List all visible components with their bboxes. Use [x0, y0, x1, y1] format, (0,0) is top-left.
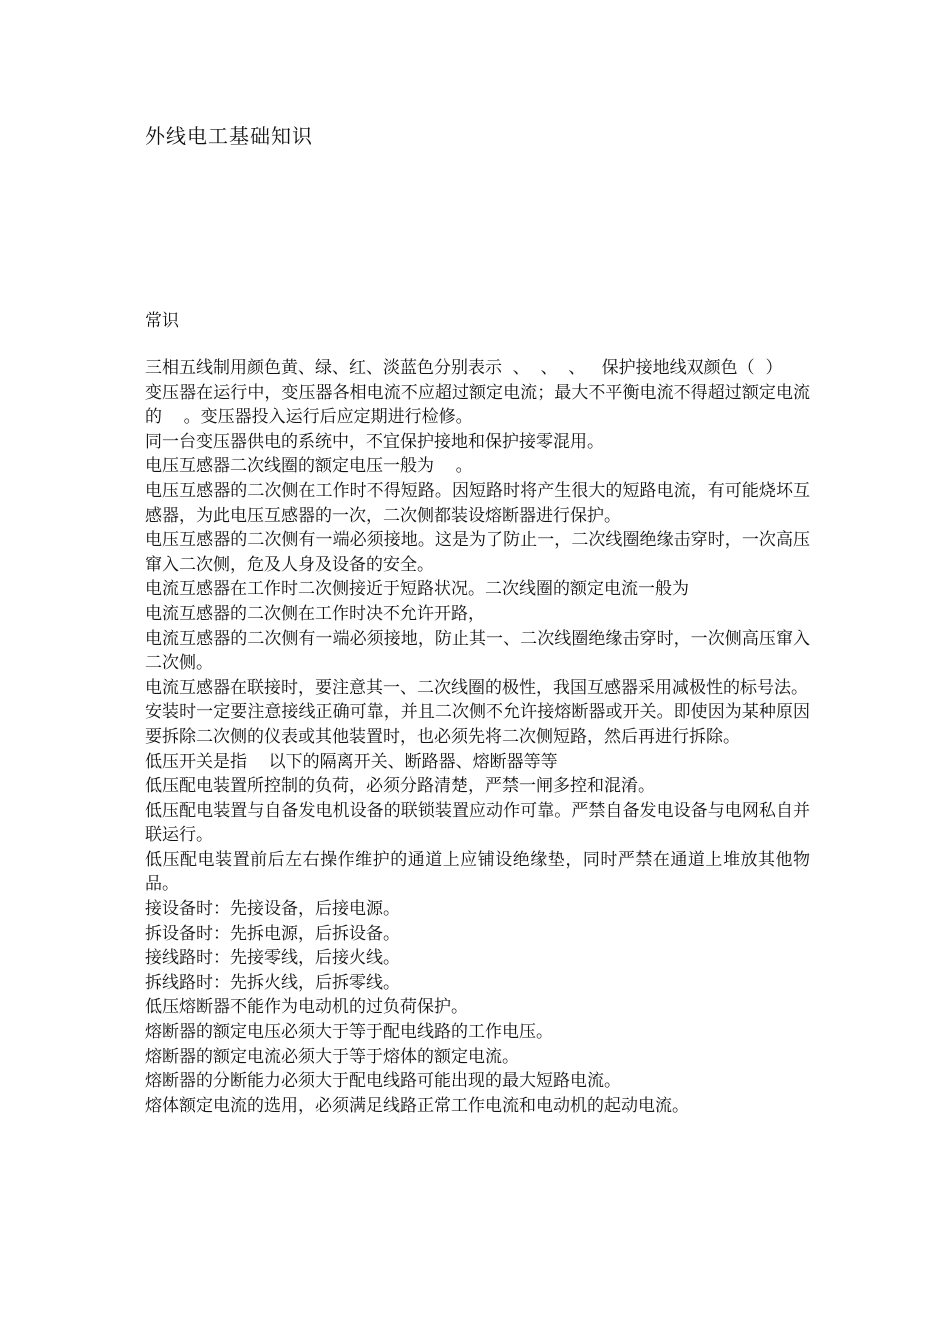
paragraph-14: 低压配电装置与自备发电机设备的联锁装置应动作可靠。严禁自备发电设备与电网私自并联运行。 — [145, 800, 810, 846]
paragraph-1: 三相五线制用颜色黄、绿、红、淡蓝色分别表示 、 、 、 保护接地线双颜色（ ） — [145, 358, 783, 378]
paragraph-6: 电压互感器的二次侧有一端必须接地。这是为了防止一，二次线圈绝缘击穿时，一次高压窜入二次侧，危及人身及设备的安全。 — [145, 530, 810, 575]
paragraph-4: 电压互感器二次线圈的额定电压一般为 。 — [145, 456, 473, 477]
paragraph-13: 低压配电装置所控制的负荷，必须分路清楚，严禁一闸多控和混淆。 — [145, 776, 655, 797]
paragraph-24: 熔体额定电流的选用，必须满足线路正常工作电流和电动机的起动电流。 — [145, 1095, 689, 1116]
paragraph-19: 拆线路时：先拆火线，后拆零线。 — [145, 972, 400, 993]
paragraph-11: 安装时一定要注意接线正确可靠，并且二次侧不允许接熔断器或开关。即使因为某种原因要拆除二次侧的仪表或其他装置时，也必须先将二次侧短路，然后再进行拆除。 — [145, 702, 810, 747]
paragraph-8: 电流互感器的二次侧在工作时决不允许开路， — [145, 603, 485, 624]
body-text — [145, 356, 810, 1118]
paragraph-7: 电流互感器在工作时二次侧接近于短路状况。二次线圈的额定电流一般为 — [145, 579, 689, 600]
paragraph-2: 变压器在运行中，变压器各相电流不应超过额定电流；最大不平衡电流不得超过额定电流的 。变压器投入运行后应定期进行检修。 — [145, 382, 810, 428]
paragraph-10: 电流互感器在联接时，要注意其一、二次线圈的极性，我国互感器采用减极性的标号法。 — [145, 677, 808, 698]
paragraph-23: 熔断器的分断能力必须大于配电线路可能出现的最大短路电流。 — [145, 1071, 621, 1092]
paragraph-16: 接设备时：先接设备，后接电源。 — [145, 899, 400, 920]
paragraph-5: 电压互感器的二次侧在工作时不得短路。因短路时将产生很大的短路电流，有可能烧坏互感器，为此电压互感器的一次，二次侧都装设熔断器进行保护。 — [145, 480, 810, 526]
paragraph-21: 熔断器的额定电压必须大于等于配电线路的工作电压。 — [145, 1022, 553, 1043]
paragraph-15: 低压配电装置前后左右操作维护的通道上应铺设绝缘垫，同时严禁在通道上堆放其他物品。 — [145, 849, 810, 895]
paragraph-18: 接线路时：先接零线，后接火线。 — [145, 948, 400, 969]
paragraph-17: 拆设备时：先拆电源，后拆设备。 — [145, 923, 400, 944]
paragraph-9: 电流互感器的二次侧有一端必须接地，防止其一、二次线圈绝缘击穿时，一次侧高压窜入二次侧。 — [145, 628, 810, 674]
section-heading: 常识 — [145, 311, 179, 331]
paragraph-20: 低压熔断器不能作为电动机的过负荷保护。 — [145, 997, 468, 1018]
document-title: 外线电工基础知识 — [145, 124, 313, 148]
paragraph-12: 低压开关是指 以下的隔离开关、断路器、熔断器等等 — [145, 751, 558, 772]
paragraph-22: 熔断器的额定电流必须大于等于熔体的额定电流。 — [145, 1046, 519, 1067]
paragraph-3: 同一台变压器供电的系统中，不宜保护接地和保护接零混用。 — [145, 431, 604, 452]
